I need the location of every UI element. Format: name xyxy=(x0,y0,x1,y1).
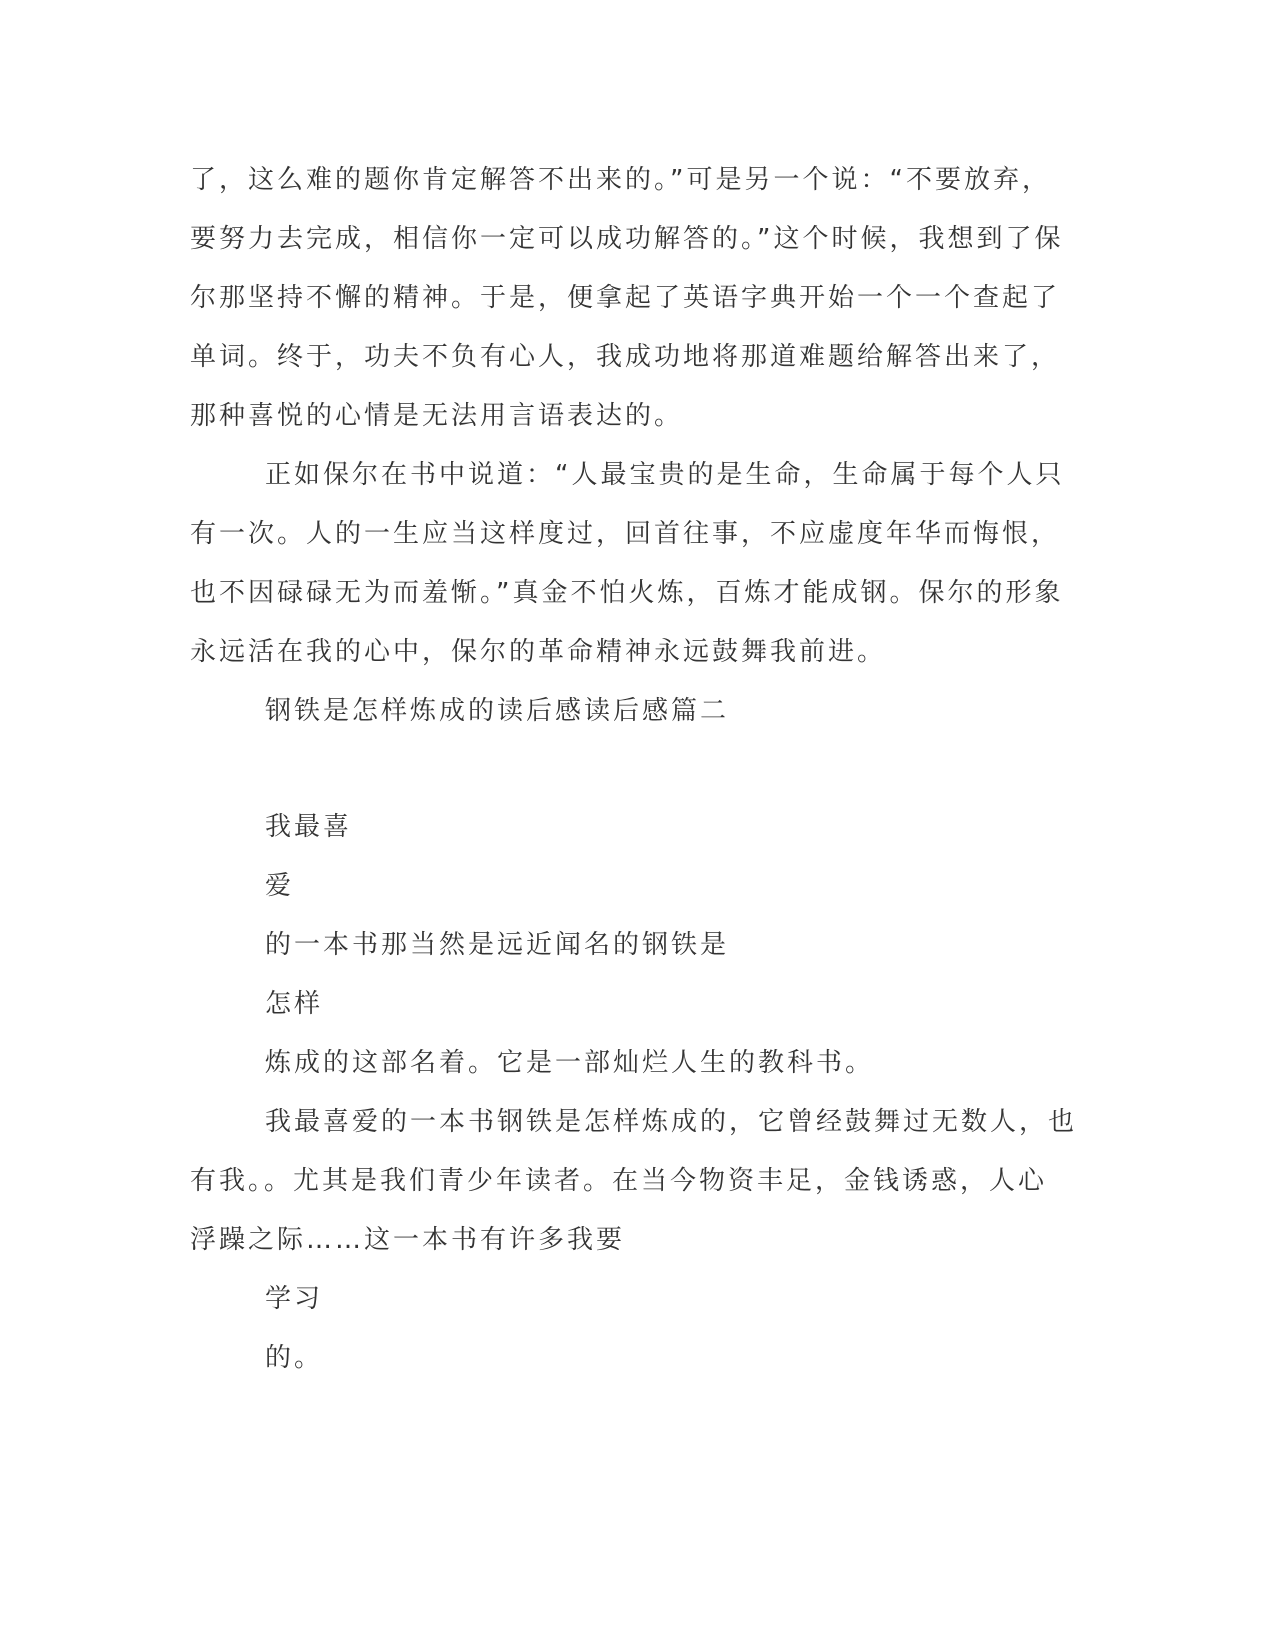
paragraph-line: 怎样 xyxy=(265,989,324,1019)
paragraph-line: 的一本书那当然是远近闻名的钢铁是 xyxy=(265,930,730,960)
paragraph-line: 爱 xyxy=(265,871,295,901)
paragraph-line: 有一次。人的一生应当这样度过，回首往事，不应虚度年华而悔恨， xyxy=(190,519,1061,549)
paragraph-line: 单词。终于，功夫不负有心人，我成功地将那道难题给解答出来了， xyxy=(190,342,1061,372)
paragraph-line: 我最喜爱的一本书钢铁是怎样炼成的，它曾经鼓舞过无数人，也 xyxy=(265,1107,1078,1137)
paragraph-line: 永远活在我的心中，保尔的革命精神永远鼓舞我前进。 xyxy=(190,637,887,667)
paragraph-line: 炼成的这部名着。它是一部灿烂人生的教科书。 xyxy=(265,1048,875,1078)
paragraph-line: 我最喜 xyxy=(265,812,353,842)
paragraph-line: 了，这么难的题你肯定解答不出来的。”可是另一个说：“不要放弃， xyxy=(190,165,1051,195)
paragraph-line: 那种喜悦的心情是无法用言语表达的。 xyxy=(190,401,684,431)
paragraph-line: 浮躁之际……这一本书有许多我要 xyxy=(190,1225,626,1255)
paragraph-line: 也不因碌碌无为而羞惭。”真金不怕火炼，百炼才能成钢。保尔的形象 xyxy=(190,578,1064,608)
paragraph-line: 正如保尔在书中说道：“人最宝贵的是生命，生命属于每个人只 xyxy=(265,460,1065,490)
paragraph-line: 尔那坚持不懈的精神。于是，便拿起了英语字典开始一个一个查起了 xyxy=(190,283,1061,313)
section-heading: 钢铁是怎样炼成的读后感读后感篇二 xyxy=(265,696,730,726)
paragraph-line: 有我。。尤其是我们青少年读者。在当今物资丰足，金钱诱惑，人心 xyxy=(190,1166,1048,1196)
paragraph-line: 的。 xyxy=(265,1343,324,1373)
paragraph-line: 学习 xyxy=(265,1284,324,1314)
paragraph-line: 要努力去完成，相信你一定可以成功解答的。”这个时候，我想到了保 xyxy=(190,224,1064,254)
